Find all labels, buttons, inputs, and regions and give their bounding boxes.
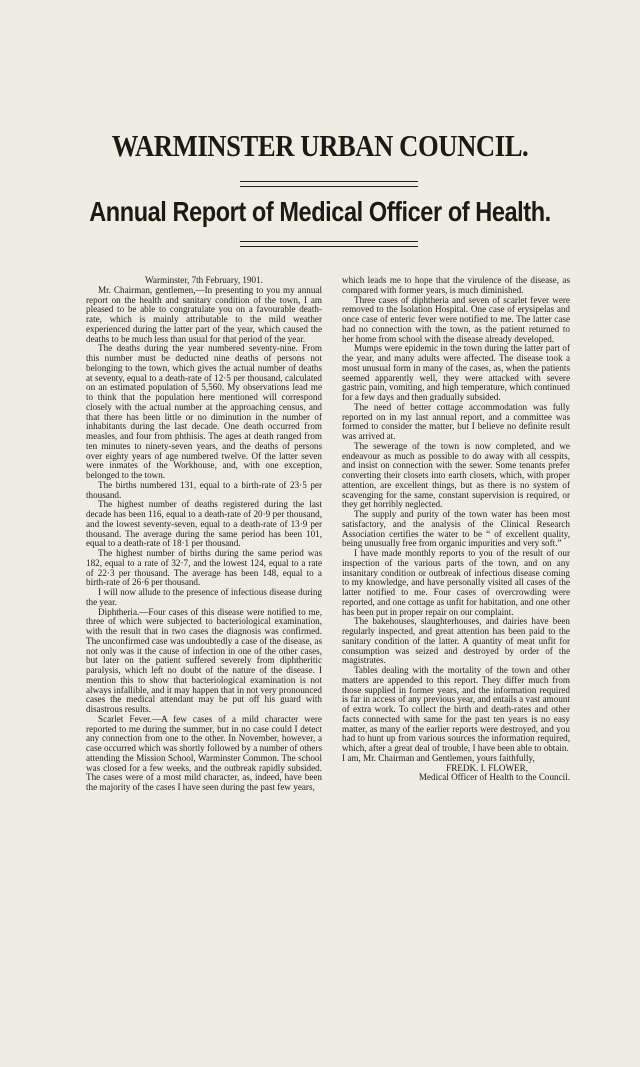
paragraph-death-decade: The highest number of deaths registered during the last decade has been 116, equal to a death-rate of 20·9 per thousand, and the lowest seventy-seven, equal to a death-rate of 13·9 per thousand. The average during the same period has been 101, equal to a death-rate of 18·1 per thousand.: [86, 499, 322, 549]
paragraph-infectious: I will now allude to the presence of infectious disease during the year.: [86, 587, 322, 607]
paragraph-diphtheria: Diphtheria.—Four cases of this disease were notified to me, three of which were subjected to bacteriological examination, with the result that in two cases the diagnosis was confirmed. The unconfirmed case was undoubtedly a case of the disease, as not only was it the cause of infection in one of the other cases, but later on the patient suffered severely from diphtheritic paralysis, which left no doubt of the nature of the disease. I mention this to show that bacteriological examination is not always infallible, and it may happen that in not very pronounced cases the medical attendant may be put off his guard with disastrous results.: [86, 606, 322, 714]
report-date: Warminster, 7th February, 1901.: [145, 275, 263, 285]
paragraph-deaths: The deaths during the year numbered seventy-nine. From this number must be deducted nine deaths of persons not belonging to the town, which gives the actual number of deaths at seventy, equal to a death-rate of 12·5 per thousand, calculated on an estimated population of 5,560. My observations lead me to think that the population here mentioned will correspond closely with the actual number at the approaching census, and that there has been little or no diminution in the number of inhabitants during the last decade. One death occurred from measles, and four from phthisis. The ages at death ranged from ten minutes to ninety-seven years, and the deaths of persons over eighty years of age numbered twelve. Of the latter seven were inmates of the Workhouse, and, with one exception, belonged to the town.: [86, 343, 322, 480]
double-rule-bottom-second: [240, 246, 418, 247]
author-name: FREDK. I. FLOWER,: [446, 762, 528, 773]
paragraph-births: The births numbered 131, equal to a birth-rate of 23·5 per thousand.: [86, 479, 322, 500]
paragraph-sewerage: The sewerage of the town is now completed, and we endeavour as much as possible to do away with all cesspits, and insist on connection with the sewer. Some tenants prefer converting their closets into earth closets, which, with proper attention, are excellent things, but as there is no system of scavenging for the same, constant supervision is required, or they get horribly neglected.: [342, 440, 570, 510]
paragraph-scarlet-fever: Scarlet Fever.—A few cases of a mild character were reported to me during the summer, but in no case could I detect any connection from one to the other. In November, however, a case occurred which was shortly followed by a number of others attending the Mission School, Warminster Common. The school was closed for a few weeks, and the outbreak rapidly subsided. The cases were of a most mild character, as, indeed, have been the majority of the cases I have seen during the past few years,: [86, 713, 322, 792]
council-heading: WARMINSTER URBAN COUNCIL.: [111, 128, 529, 163]
paragraph-birth-decade: The highest number of births during the same period was 182, equal to a rate of 32·7, and the lowest 124, equal to a rate of 22·3 per thousand. The average has been 148, equal to a birth-rate of 26·6 per thousand.: [86, 548, 322, 588]
paragraph-bakehouses: The bakehouses, slaughterhouses, and dairies have been regularly inspected, and great attention has been paid to the sanitary condition of the latter. A quantity of meat unfit for consumption was seized and destroyed by order of the magistrates.: [342, 616, 570, 666]
double-rule-top: [240, 181, 418, 182]
paragraph-water: The supply and purity of the town water has been most satisfactory, and the analysis of the Clinical Research Association certifies the water to be “ of excellent quality, being unusually free from organic impurities and very soft.”: [342, 509, 570, 549]
paragraph-continued: which leads me to hope that the virulence of the disease, as compared with former years, is much diminished.: [342, 275, 570, 295]
paragraph-tables: Tables dealing with the mortality of the town and other matters are appended to this report. They differ much from those supplied in former years, and the information required is far in access of any previous year, and entails a vast amount of extra work. To collect the birth and death-rates and other facts connected with same for the past ten years is no easy matter, as many of the earlier reports were destroyed, and you had to hunt up from various sources the information required, which, after a great deal of trouble, I have been able to obtain.: [342, 665, 570, 753]
paragraph-inspections: I have made monthly reports to you of the result of our inspection of the various parts of the town, and on any insanitary condition or outbreak of infectious disease coming to my knowledge, and have personally visited all cases of the latter notified to me. Four cases of overcrowding were reported, and one cottage as unfit for habitation, and one other has been put in proper repair on our complaint.: [342, 548, 570, 617]
double-rule-bottom: [240, 241, 418, 242]
left-column: [86, 276, 322, 793]
right-column: [342, 276, 570, 783]
paragraph-mumps: Mumps were epidemic in the town during the latter part of the year, and many adults were affected. The disease took a most unusual form in many of the cases, as, when the patients seemed apparently well, they were attacked with severe gastric pain, vomiting, and high temperature, which continued for a few days and then gradually subsided.: [342, 343, 570, 402]
paragraph-isolation: Three cases of diphtheria and seven of scarlet fever were removed to the Isolation Hospital. One case of erysipelas and once case of enteric fever were notified to me. The latter case had no connection with the town, as the patient returned to her home from school with the disease already developed.: [342, 294, 570, 344]
double-rule-top-second: [240, 186, 418, 187]
paragraph-intro: Mr. Chairman, gentlemen,—In presenting to you my annual report on the health and sanitary condition of the town, I am pleased to be able to congratulate you on a favourable death-rate, which is mainly attributable to the mild weather experienced during the latter part of the year, which caused the deaths to be much less than usual for that period of the year.: [86, 284, 322, 344]
report-title: Annual Report of Medical Officer of Health.: [89, 196, 551, 227]
paragraph-cottage: The need of better cottage accommodation was fully reported on in my last annual report, and a committee was formed to consider the matter, but I believe no definite result was arrived at.: [342, 401, 570, 441]
sign-off: I am, Mr. Chairman and Gentlemen, yours faithfully,: [342, 752, 535, 763]
author-role: Medical Officer of Health to the Council.: [418, 772, 570, 783]
